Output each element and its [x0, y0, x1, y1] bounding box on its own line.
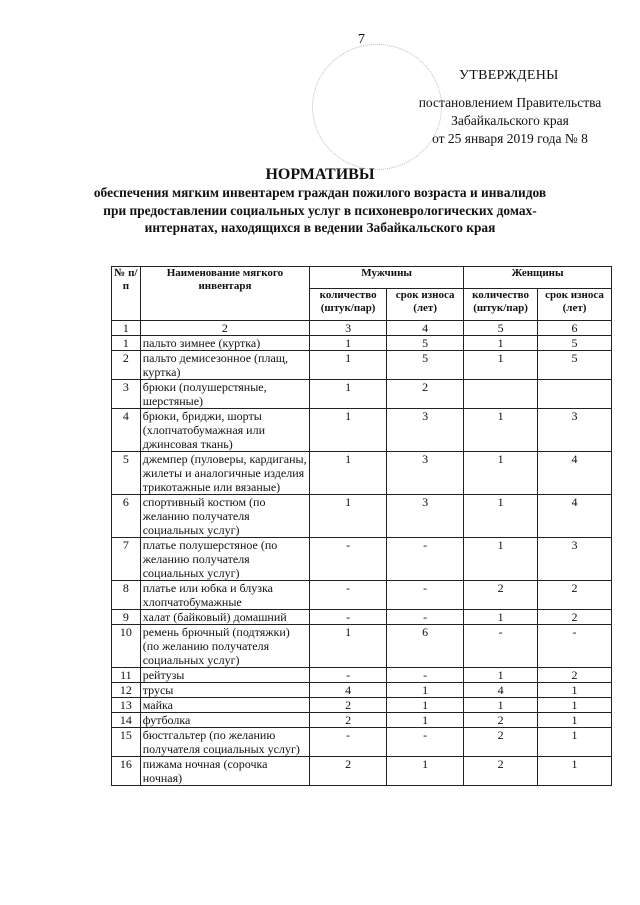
men-quantity: 1	[310, 409, 387, 452]
men-term: -	[387, 728, 464, 757]
row-number: 6	[112, 495, 141, 538]
men-quantity: 1	[310, 351, 387, 380]
row-number: 9	[112, 610, 141, 625]
page-number: 7	[358, 32, 365, 47]
table-row	[112, 683, 612, 698]
table-row	[112, 625, 612, 668]
header-men-qty: количество (штук/пар)	[310, 289, 387, 321]
women-term: 2	[538, 581, 612, 610]
approval-line-2: Забайкальского края	[451, 113, 569, 128]
men-quantity: 2	[310, 713, 387, 728]
table-row	[112, 610, 612, 625]
item-name: рейтузы	[140, 668, 309, 683]
women-term: 2	[538, 668, 612, 683]
table-row	[112, 336, 612, 351]
men-term: 1	[387, 698, 464, 713]
table-row	[112, 538, 612, 581]
men-quantity: 1	[310, 495, 387, 538]
men-term: -	[387, 668, 464, 683]
index-cell: 3	[310, 321, 387, 336]
men-term: 2	[387, 380, 464, 409]
table-row	[112, 728, 612, 757]
women-quantity: 1	[464, 668, 538, 683]
women-term: 5	[538, 336, 612, 351]
women-term: 1	[538, 728, 612, 757]
item-name: халат (байковый) домашний	[140, 610, 309, 625]
item-name: пальто демисезонное (плащ, куртка)	[140, 351, 309, 380]
index-cell: 6	[538, 321, 612, 336]
men-term: -	[387, 610, 464, 625]
men-quantity: -	[310, 538, 387, 581]
table-row	[112, 409, 612, 452]
women-quantity: 2	[464, 713, 538, 728]
approval-line-1: постановлением Правительства	[418, 95, 602, 110]
men-term: 5	[387, 351, 464, 380]
men-quantity: 2	[310, 757, 387, 786]
row-number: 3	[112, 380, 141, 409]
men-quantity: 1	[310, 625, 387, 668]
index-row	[112, 321, 612, 336]
women-term: 3	[538, 538, 612, 581]
item-name: майка	[140, 698, 309, 713]
men-term: -	[387, 538, 464, 581]
women-term: 4	[538, 452, 612, 495]
item-name: ремень брючный (подтяжки) (по желанию получателя социальных услуг)	[140, 625, 309, 668]
women-term: 3	[538, 409, 612, 452]
item-name: пижама ночная (сорочка ночная)	[140, 757, 309, 786]
men-quantity: 1	[310, 380, 387, 409]
women-quantity: 2	[464, 581, 538, 610]
women-term: 1	[538, 698, 612, 713]
index-cell: 1	[112, 321, 141, 336]
row-number: 10	[112, 625, 141, 668]
men-quantity: -	[310, 668, 387, 683]
norms-table	[111, 266, 612, 786]
men-term: 6	[387, 625, 464, 668]
row-number: 13	[112, 698, 141, 713]
row-number: 14	[112, 713, 141, 728]
item-name: трусы	[140, 683, 309, 698]
men-quantity: 1	[310, 336, 387, 351]
men-term: 3	[387, 409, 464, 452]
women-quantity: 1	[464, 495, 538, 538]
women-term: 1	[538, 757, 612, 786]
men-term: 3	[387, 452, 464, 495]
row-number: 8	[112, 581, 141, 610]
header-men-term: срок износа (лет)	[387, 289, 464, 321]
men-quantity: -	[310, 610, 387, 625]
row-number: 16	[112, 757, 141, 786]
row-number: 1	[112, 336, 141, 351]
table-row	[112, 668, 612, 683]
item-name: брюки (полушерстяные, шерстяные)	[140, 380, 309, 409]
women-quantity: 2	[464, 728, 538, 757]
table-row	[112, 495, 612, 538]
row-number: 4	[112, 409, 141, 452]
row-number: 11	[112, 668, 141, 683]
item-name: платье или юбка и блузка хлопчатобумажные	[140, 581, 309, 610]
women-quantity: 1	[464, 452, 538, 495]
women-term: 2	[538, 610, 612, 625]
header-women-term: срок износа (лет)	[538, 289, 612, 321]
women-quantity: 1	[464, 351, 538, 380]
women-term: -	[538, 625, 612, 668]
item-name: пальто зимнее (куртка)	[140, 336, 309, 351]
women-quantity: 1	[464, 610, 538, 625]
men-quantity: -	[310, 728, 387, 757]
men-term: 3	[387, 495, 464, 538]
men-quantity: 2	[310, 698, 387, 713]
table-row	[112, 713, 612, 728]
index-cell: 2	[140, 321, 309, 336]
women-quantity: 1	[464, 409, 538, 452]
row-number: 15	[112, 728, 141, 757]
approval-block	[400, 94, 620, 148]
table-row	[112, 581, 612, 610]
men-term: 1	[387, 713, 464, 728]
women-quantity: 1	[464, 538, 538, 581]
women-quantity: 1	[464, 698, 538, 713]
men-term: -	[387, 581, 464, 610]
header-num: № п/п	[112, 267, 141, 321]
item-name: брюки, бриджи, шорты (хлопчатобумажная или джинсовая ткань)	[140, 409, 309, 452]
document-subtitle: обеспечения мягким инвентарем граждан пожилого возраста и инвалидов при предоставлении социальных услуг в психоневрологических домах-интернатах, находящихся в ведении Забайкальского края	[93, 185, 547, 235]
women-term	[538, 380, 612, 409]
header-men: Мужчины	[310, 267, 464, 289]
approval-line-3: от 25 января 2019 года № 8	[432, 131, 588, 146]
document-title: НОРМАТИВЫ	[265, 166, 375, 183]
women-term: 1	[538, 713, 612, 728]
item-name: бюстгальтер (по желанию получателя социальных услуг)	[140, 728, 309, 757]
men-term: 5	[387, 336, 464, 351]
header-name: Наименование мягкого инвентаря	[140, 267, 309, 321]
women-quantity: 4	[464, 683, 538, 698]
item-name: джемпер (пуловеры, кардиганы, жилеты и аналогичные изделия трикотажные или вязаные)	[140, 452, 309, 495]
item-name: футболка	[140, 713, 309, 728]
table-row	[112, 452, 612, 495]
women-term: 4	[538, 495, 612, 538]
men-quantity: 1	[310, 452, 387, 495]
men-term: 1	[387, 683, 464, 698]
header-women: Женщины	[464, 267, 612, 289]
women-quantity: 2	[464, 757, 538, 786]
row-number: 5	[112, 452, 141, 495]
row-number: 7	[112, 538, 141, 581]
women-quantity: -	[464, 625, 538, 668]
table-row	[112, 380, 612, 409]
men-term: 1	[387, 757, 464, 786]
women-term: 5	[538, 351, 612, 380]
header-women-qty: количество (штук/пар)	[464, 289, 538, 321]
table-row	[112, 698, 612, 713]
index-cell: 4	[387, 321, 464, 336]
row-number: 2	[112, 351, 141, 380]
table-row	[112, 757, 612, 786]
women-quantity	[464, 380, 538, 409]
approval-heading: УТВЕРЖДЕНЫ	[459, 68, 559, 83]
index-cell: 5	[464, 321, 538, 336]
women-term: 1	[538, 683, 612, 698]
men-quantity: -	[310, 581, 387, 610]
row-number: 12	[112, 683, 141, 698]
item-name: спортивный костюм (по желанию получателя социальных услуг)	[140, 495, 309, 538]
women-quantity: 1	[464, 336, 538, 351]
table-row	[112, 351, 612, 380]
men-quantity: 4	[310, 683, 387, 698]
item-name: платье полушерстяное (по желанию получателя социальных услуг)	[140, 538, 309, 581]
